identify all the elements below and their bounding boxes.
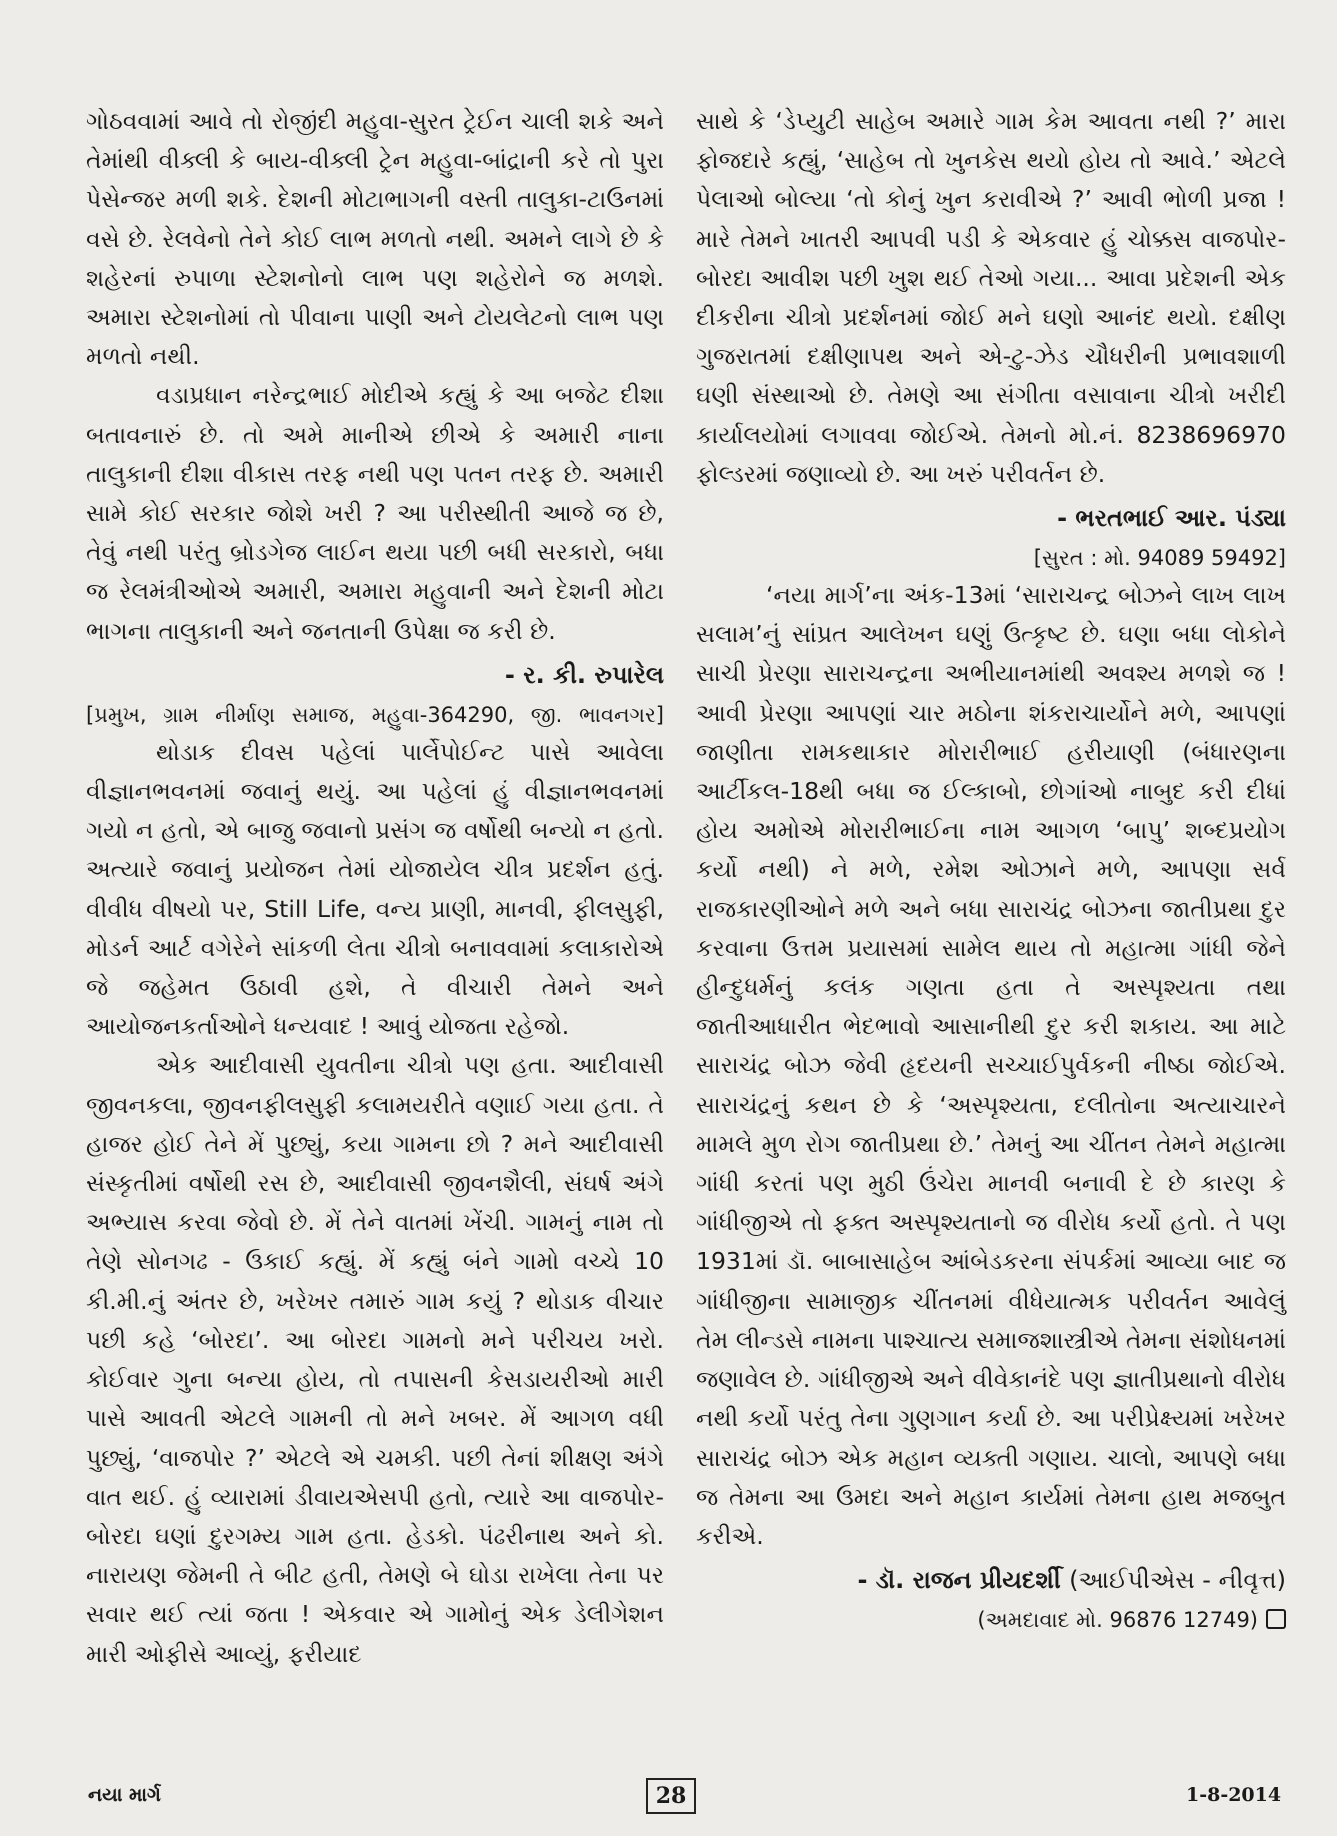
left-paragraph-1: ગોઠવવામાં આવે તો રોજીંદી મહુવા-સુરત ટ્રેઈન ચાલી શકે અને તેમાંથી વીક્લી કે બાય-વીક્લી ટ્રેન મહુવા-બાંદ્રાની કરે તો પુરા પેસેન્જર મળી શકે. દેશની મોટાભાગની વસ્તી તાલુકા-ટાઉનમાં વસે છે. રેલવેનો તેને કોઈ લાભ મળતો નથી. અમને લાગે છે કે શહેરનાં રુપાળા સ્ટેશનોનો લાભ પણ શહેરોને જ મળશે. અમારા સ્ટેશનોમાં તો પીવાના પાણી અને ટોયલેટનો લાભ પણ મળતો નથી. bbox=[86, 107, 664, 371]
page-number: 28 bbox=[646, 1778, 696, 1814]
signature-pandya: - ભરતભાઈ આર. પંડ્યા bbox=[1057, 504, 1286, 533]
left-paragraph-2: વડાપ્રધાન નરેન્દ્રભાઈ મોદીએ કહ્યું કે આ બજેટ દીશા બતાવનારું છે. તો અમે માનીએ છીએ કે અમારી નાના તાલુકાની દીશા વીકાસ તરફ નથી પણ પતન તરફ છે. અમારી સામે કોઈ સરકાર જોશે ખરી ? આ પરીસ્થીતી આજે જ છે, તેવું નથી પરંતુ બ્રોડગેજ લાઈન થયા પછી બધી સરકારો, બધા જ રેલમંત્રીઓએ અમારી, અમારા મહુવાની અને દેશની મોટા ભાગના તાલુકાની અને જનતાની ઉપેક્ષા જ કરી છે. bbox=[86, 381, 664, 645]
right-paragraph-2: ‘નયા માર્ગ’ના અંક-13માં ‘સારાચન્દ્ર બોઝને લાખ લાખ સલામ’નું સાંપ્રત આલેખન ઘણું ઉત્કૃષ્ટ છે. ઘણા બધા લોકોને સાચી પ્રેરણા સારાચન્દ્રના અભીયાનમાંથી અવશ્ય મળશે જ ! આવી પ્રેરણા આપણાં ચાર મઠોના શંકરાચાર્યોને મળે, આપણાં જાણીતા રામકથાકાર મોરારીભાઈ હરીયાણી (બંધારણના આર્ટીકલ-18થી બધા જ ઈલ્કાબો, છોગાંઓ નાબુદ કરી દીધાં હોય અમોએ મોરારીભાઈના નામ આગળ ‘બાપુ’ શબ્દપ્રયોગ કર્યો નથી) ને મળે, રમેશ ઓઝાને મળે, આપણા સર્વ રાજકારણીઓને મળે અને બધા સારાચંદ્ર બોઝના જાતીપ્રથા દુર કરવાના ઉત્તમ પ્રયાસમાં સામેલ થાય તો મહાત્મા ગાંધી જેને હીન્દુધર્મનું કલંક ગણતા હતા તે અસ્પૃશ્યતા તથા જાતીઆધારીત ભેદભાવો આસાનીથી દુર કરી શકાય. આ માટે સારાચંદ્ર બોઝ જેવી હૃદયની સચ્ચાઈપુર્વકની નીષ્ઠા જોઈએ. સારાચંદ્રનું કથન છે કે ‘અસ્પૃશ્યતા, દલીતોના અત્યાચારને મામલે મુળ રોગ જાતીપ્રથા છે.’ તેમનું આ ચીંતન તેમને મહાત્મા ગાંધી કરતાં પણ મુઠી ઉંચેરા માનવી બનાવી દે છે કારણ કે ગાંધીજીએ તો ફક્ત અસ્પૃશ્યતાનો જ વીરોધ કર્યો હતો. તે પણ 1931માં ડૉ. બાબાસાહેબ આંબેડકરના સંપર્કમાં આવ્યા બાદ જ ગાંધીજીના સામાજીક ચીંતનમાં વીધેયાત્મક પરીવર્તન આવેલું તેમ લીન્ડસે નામના પાશ્ચાત્ય સમાજશાસ્ત્રીએ તેમના સંશોધનમાં જણાવેલ છે. ગાંધીજીએ અને વીવેકાનંદે પણ જ્ઞાતીપ્રથાનો વીરોધ નથી કર્યો પરંતુ તેના ગુણગાન કર્યા છે. આ પરીપ્રેક્ષ્યમાં ખરેખર સારાચંદ્ર બોઝ એક મહાન વ્યક્તી ગણાય. ચાલો, આપણે બધા જ તેમના આ ઉમદા અને મહાન કાર્યમાં તેમના હાથ મજબુત કરીએ. bbox=[696, 581, 1286, 1550]
signature-priyadarshi-title: (આઈપીએસ - નીવૃત્ત) bbox=[1069, 1566, 1286, 1595]
left-paragraph-3: થોડાક દીવસ પહેલાં પાર્લેપોઈન્ટ પાસે આવેલા વીજ્ઞાનભવનમાં જવાનું થયું. આ પહેલાં હું વીજ્ઞાનભવનમાં ગયો ન હતો, એ બાજુ જવાનો પ્રસંગ જ વર્ષોથી બન્યો ન હતો. અત્યારે જવાનું પ્રયોજન તેમાં યોજાયેલ ચીત્ર પ્રદર્શન હતું. વીવીધ વીષયો પર, Still Life, વન્ય પ્રાણી, માનવી, ફીલસુફી, મોડર્ન આર્ટ વગેરેને સાંકળી લેતા ચીત્રો બનાવવામાં કલાકારોએ જે જહેમત ઉઠાવી હશે, તે વીચારી તેમને અને આયોજનકર્તાઓને ધન્યવાદ ! આવું યોજતા રહેજો. bbox=[86, 737, 664, 1041]
page-footer bbox=[0, 1778, 1337, 1818]
left-paragraph-4: એક આદીવાસી યુવતીના ચીત્રો પણ હતા. આદીવાસી જીવનકલા, જીવનફીલસુફી કલામયરીતે વણાઈ ગયા હતા. તે હાજર હોઈ તેને મેં પુછ્યું, કયા ગામના છો ? મને આદીવાસી સંસ્કૃતીમાં વર્ષોથી રસ છે, આદીવાસી જીવનશૈલી, સંઘર્ષ અંગે અભ્યાસ કરવા જેવો છે. મેં તેને વાતમાં ખેંચી. ગામનું નામ તો તેણે સોનગઢ - ઉકાઈ કહ્યું. મેં કહ્યું બંને ગામો વચ્ચે 10 કી.મી.નું અંતર છે, ખરેખર તમારું ગામ કયું ? થોડાક વીચાર પછી કહે ‘બોરદા’. આ બોરદા ગામનો મને પરીચય ખરો. કોઈવાર ગુના બન્યા હોય, તો તપાસની કેસડાયરીઓ મારી પાસે આવતી એટલે ગામની તો મને ખબર. મેં આગળ વધી પુછ્યું, ‘વાજપોર ?’ એટલે એ ચમકી. પછી તેનાં શીક્ષણ અંગે વાત થઈ. હું વ્યારામાં ડીવાયએસપી હતો, ત્યારે આ વાજપોર-બોરદા ઘણાં દુરગમ્ય ગામ હતા. હેડકો. પંઢરીનાથ અને કો. નારાયણ જેમની તે બીટ હતી, તેમણે બે ઘોડા રાખેલા તેના પર સવાર થઈ ત્યાં જતા ! એકવાર એ ગામોનું એક ડેલીગેશન મારી ઓફીસે આવ્યું, ફરીયાદ bbox=[86, 1051, 664, 1668]
magazine-name: નયા માર્ગ bbox=[88, 1784, 161, 1806]
right-column bbox=[696, 102, 1286, 1638]
signature-priyadarshi bbox=[696, 1560, 1286, 1600]
signature-rupareil: - ર. કી. રુપારેલ bbox=[504, 660, 664, 689]
issue-date: 1-8-2014 bbox=[1186, 1784, 1282, 1806]
left-column bbox=[86, 102, 664, 1674]
end-box-icon bbox=[1266, 1609, 1286, 1629]
right-paragraph-1: સાથે કે ‘ડેપ્યુટી સાહેબ અમારે ગામ કેમ આવતા નથી ?’ મારા ફોજદારે કહ્યું, ‘સાહેબ તો ખુનકેસ થયો હોય તો આવે.’ એટલે પેલાઓ બોલ્યા ‘તો કોનું ખુન કરાવીએ ?’ આવી ભોળી પ્રજા ! મારે તેમને ખાતરી આપવી પડી કે એકવાર હું ચોક્કસ વાજપોર-બોરદા આવીશ પછી ખુશ થઈ તેઓ ગયા... આવા પ્રદેશની એક દીકરીના ચીત્રો પ્રદર્શનમાં જોઈ મને ઘણો આનંદ થયો. દક્ષીણ ગુજરાતમાં દક્ષીણાપથ અને એ-ટુ-ઝેડ ચૌધરીની પ્રભાવશાળી ઘણી સંસ્થાઓ છે. તેમણે આ સંગીતા વસાવાના ચીત્રો ખરીદી કાર્યાલયોમાં લગાવવા જોઈએ. તેમનો મો.નં. 8238696970 ફોલ્ડરમાં જણાવ્યો છે. આ ખરું પરીવર્તન છે. bbox=[696, 107, 1286, 488]
address-rupareil: [પ્રમુખ, ગ્રામ નીર્માણ સમાજ, મહુવા-364290, જી. ભાવનગર] bbox=[86, 702, 664, 727]
address-priyadarshi bbox=[696, 1602, 1286, 1638]
address-pandya: [સુરત : મો. 94089 59492] bbox=[1033, 546, 1286, 571]
address-priyadarshi-text: (અમદાવાદ મો. 96876 12749) bbox=[977, 1608, 1258, 1633]
signature-priyadarshi-name: - ડૉ. રાજન પ્રીયદર્શી bbox=[857, 1566, 1061, 1595]
